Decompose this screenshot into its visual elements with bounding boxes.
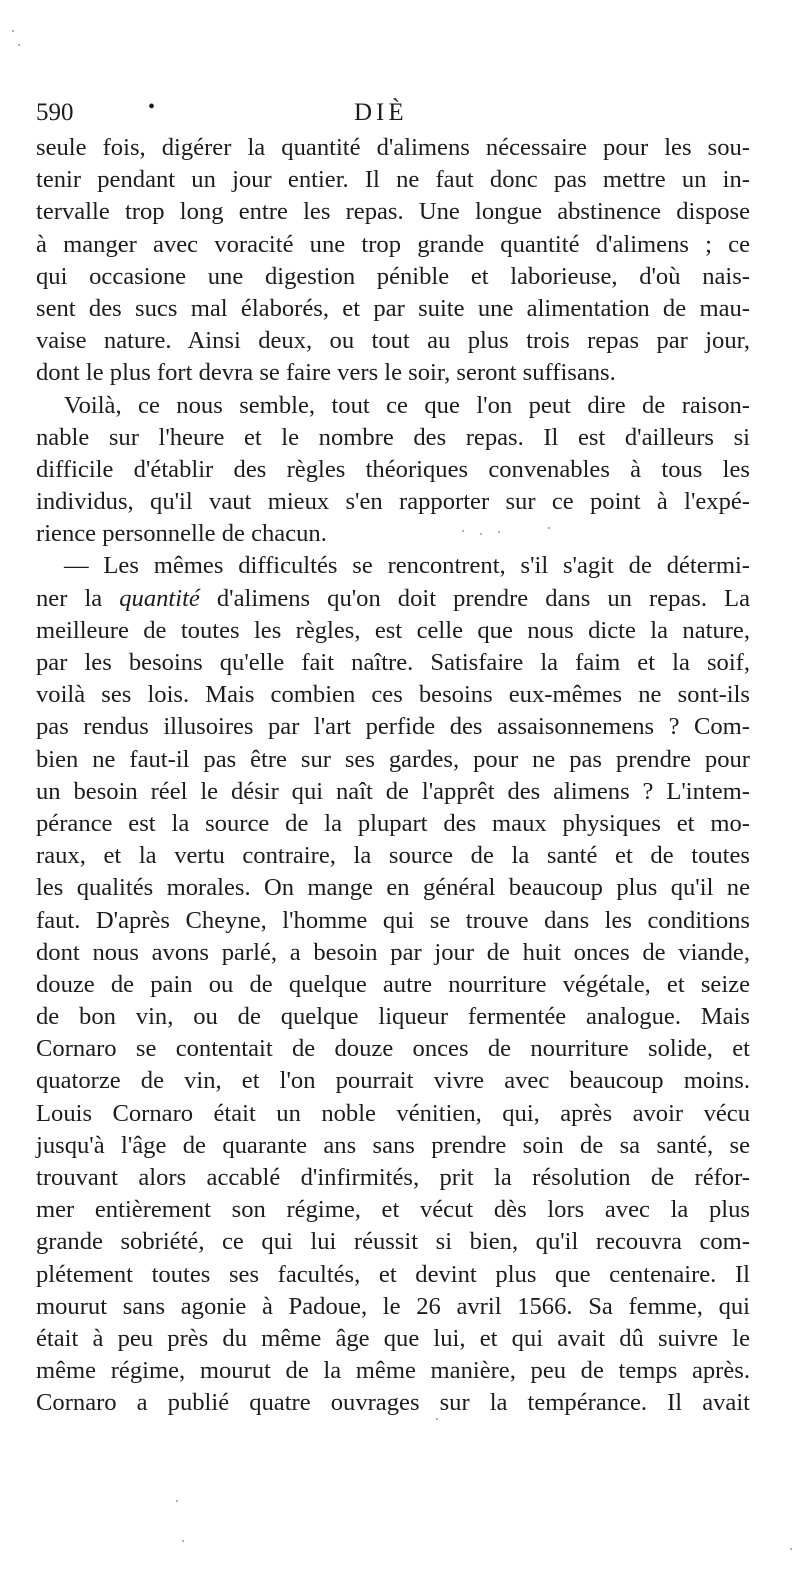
running-head [36,96,748,130]
text-line: ner la quantité d'alimens qu'on doit prendre dans un repas. La [36,584,750,612]
text-line: voilà ses lois. Mais combien ces besoins eux-mêmes ne sont-ils [36,681,750,709]
paper-speck [548,527,550,529]
paper-speck [790,1548,792,1550]
text-line: douze de pain ou de quelque autre nourriture végétale, et seize [36,970,750,998]
text-line: même régime, mourut de la même manière, peu de temps après. [36,1357,750,1385]
text-line: était à peu près du même âge que lui, et qui avait dû suivre le [36,1324,750,1352]
paper-speck [12,30,14,32]
paper-speck [480,533,482,535]
paper-speck [182,1540,184,1542]
text-line: difficile d'établir des règles théoriques convenables à tous les [36,455,750,483]
text-line: sent des sucs mal élaborés, et par suite une alimentation de mau- [36,294,750,322]
ink-dot: • [148,96,156,118]
body-text [36,132,750,1420]
text-line: plétement toutes ses facultés, et devint plus que centenaire. Il [36,1260,750,1288]
text-line: vaise nature. Ainsi deux, ou tout au plus trois repas par jour, [36,327,750,355]
text-line: nable sur l'heure et le nombre des repas. Il est d'ailleurs si [36,423,750,451]
running-title: DIÈ [354,99,408,126]
paper-speck [498,531,500,533]
paper-speck [462,530,464,532]
text-line: Voilà, ce nous semble, tout ce que l'on peut dire de raison- [64,391,750,419]
text-line: quatorze de vin, et l'on pourrait vivre avec beaucoup moins. [36,1067,750,1095]
text-line: Louis Cornaro était un noble vénitien, qui, après avoir vécu [36,1099,750,1127]
text-line: raux, et la vertu contraire, la source de la santé et de toutes [36,842,750,870]
text-line: seule fois, digérer la quantité d'alimens nécessaire pour les sou- [36,134,750,161]
text-line: individus, qu'il vaut mieux s'en rapporter sur ce point à l'expé- [36,488,750,516]
text-line: pas rendus illusoires par l'art perfide des assaisonnemens ? Com- [36,713,750,741]
text-line: de bon vin, ou de quelque liqueur fermentée analogue. Mais [36,1003,750,1031]
italic-word: quantité [119,584,200,612]
text-line: dont le plus fort devra se faire vers le soir, seront suffisans. [36,359,616,387]
text-line: un besoin réel le désir qui naît de l'apprêt des alimens ? L'intem- [36,777,750,805]
text-line: trouvant alors accablé d'infirmités, prit la résolution de réfor- [36,1164,750,1191]
text-line: mer entièrement son régime, et vécut dès lors avec la plus [36,1196,750,1224]
paper-speck [436,1418,438,1420]
text-line: les qualités morales. On mange en général beaucoup plus qu'il ne [36,874,750,902]
text-line: à manger avec voracité une trop grande quantité d'alimens ; ce [36,230,750,258]
text-line: tenir pendant un jour entier. Il ne faut donc pas mettre un in- [36,166,750,194]
paper-speck [176,1500,178,1502]
text-line: pérance est la source de la plupart des maux physiques et mo- [36,809,750,837]
text-line: grande sobriété, ce qui lui réussit si bien, qu'il recouvra com- [36,1228,750,1256]
paper-speck [18,44,20,46]
text-line: bien ne faut-il pas être sur ses gardes, pour ne pas prendre pour [36,745,750,773]
text-line: Cornaro se contentait de douze onces de nourriture solide, et [36,1035,750,1063]
text-line: meilleure de toutes les règles, est celle que nous dicte la nature, [36,616,750,644]
text-line: qui occasione une digestion pénible et laborieuse, d'où nais- [36,262,750,290]
text-line: par les besoins qu'elle fait naître. Satisfaire la faim et la soif, [36,649,750,676]
text-line: rience personnelle de chacun. [36,520,327,548]
page-number: 590 [36,99,74,126]
text-line: jusqu'à l'âge de quarante ans sans prendre soin de sa santé, se [36,1131,750,1159]
text-line: faut. D'après Cheyne, l'homme qui se trouve dans les conditions [36,906,750,934]
text-line: tervalle trop long entre les repas. Une longue abstinence dispose [36,198,750,226]
text-line: dont nous avons parlé, a besoin par jour de huit onces de viande, [36,938,750,966]
text-line: — Les mêmes difficultés se rencontrent, s'il s'agit de détermi- [64,552,750,580]
text-line: Cornaro a publié quatre ouvrages sur la tempérance. Il avait [36,1389,750,1417]
text-line: mourut sans agonie à Padoue, le 26 avril 1566. Sa femme, qui [36,1292,750,1320]
